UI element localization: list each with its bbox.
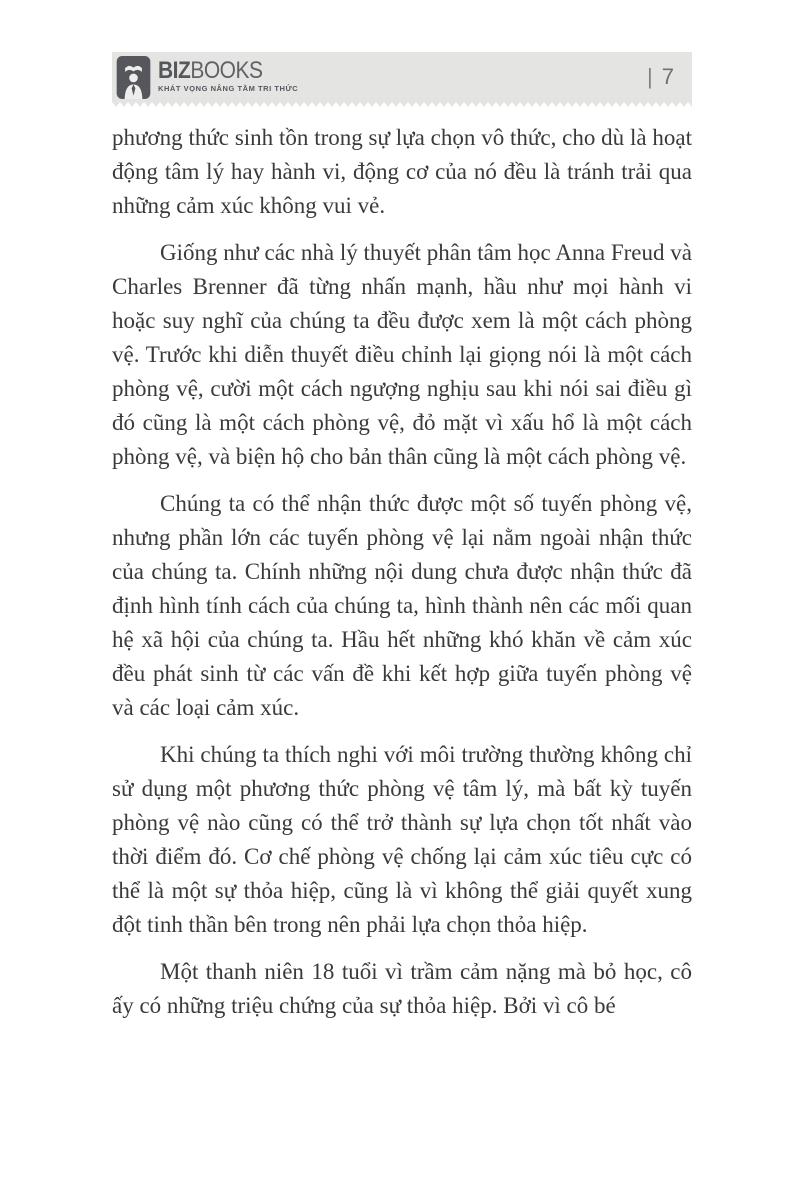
paragraph: Giống như các nhà lý thuyết phân tâm học Anna Freud và Charles Brenner đã từng nhấn mạnh, hầu như mọi hành vi hoặc suy nghĩ của chúng ta đều được xem là một cách phòng vệ. Trước khi diễn thuyết điều chỉnh lại giọng nói là một cách phòng vệ, cười một cách ngượng nghịu sau khi nói sai điều gì đó cũng là một cách phòng vệ, đỏ mặt vì xấu hổ là một cách phòng vệ, và biện hộ cho bản thân cũng là một cách phòng vệ.: [112, 240, 692, 469]
paragraph: Chúng ta có thể nhận thức được một số tuyến phòng vệ, nhưng phần lớn các tuyến phòng vệ lại nằm ngoài nhận thức của chúng ta. Chính những nội dung chưa được nhận thức đã định hình tính cách của chúng ta, hình thành nên các mối quan hệ xã hội của chúng ta. Hầu hết những khó khăn về cảm xúc đều phát sinh từ các vấn đề khi kết hợp giữa tuyến phòng vệ và các loại cảm xúc.: [112, 491, 692, 720]
paragraph: Khi chúng ta thích nghi với môi trường thường không chỉ sử dụng một phương thức phòng vệ tâm lý, mà bất kỳ tuyến phòng vệ nào cũng có thể trở thành sự lựa chọn tốt nhất vào thời điểm đó. Cơ chế phòng vệ chống lại cảm xúc tiêu cực có thể là một sự thỏa hiệp, cũng là vì không thể giải quyết xung đột tinh thần bên trong nên phải lựa chọn thỏa hiệp.: [112, 742, 692, 937]
paragraph: Một thanh niên 18 tuổi vì trầm cảm nặng mà bỏ học, cô ấy có những triệu chứng của sự thỏa hiệp. Bởi vì cô bé: [112, 959, 692, 1018]
brand-name-light: BOOKS: [190, 57, 263, 84]
page-number: [647, 64, 674, 90]
header-band: [112, 52, 692, 102]
page-number-separator: |: [647, 64, 653, 89]
page-body: [112, 121, 692, 1036]
page-number-value: 7: [661, 64, 674, 89]
brand-tagline: KHÁT VỌNG NÂNG TẦM TRI THỨC: [158, 84, 299, 93]
brand-wordmark: [158, 57, 298, 84]
sawtooth-edge: [112, 102, 692, 107]
brand-text: [158, 57, 299, 93]
brand-logo: [116, 56, 298, 99]
brand-name-bold: BIZ: [158, 57, 191, 84]
paragraph: phương thức sinh tồn trong sự lựa chọn vô thức, cho dù là hoạt động tâm lý hay hành vi, động cơ của nó đều là tránh trải qua những cảm xúc không vui vẻ.: [112, 125, 692, 218]
bizbooks-person-with-book-icon: [116, 56, 151, 99]
